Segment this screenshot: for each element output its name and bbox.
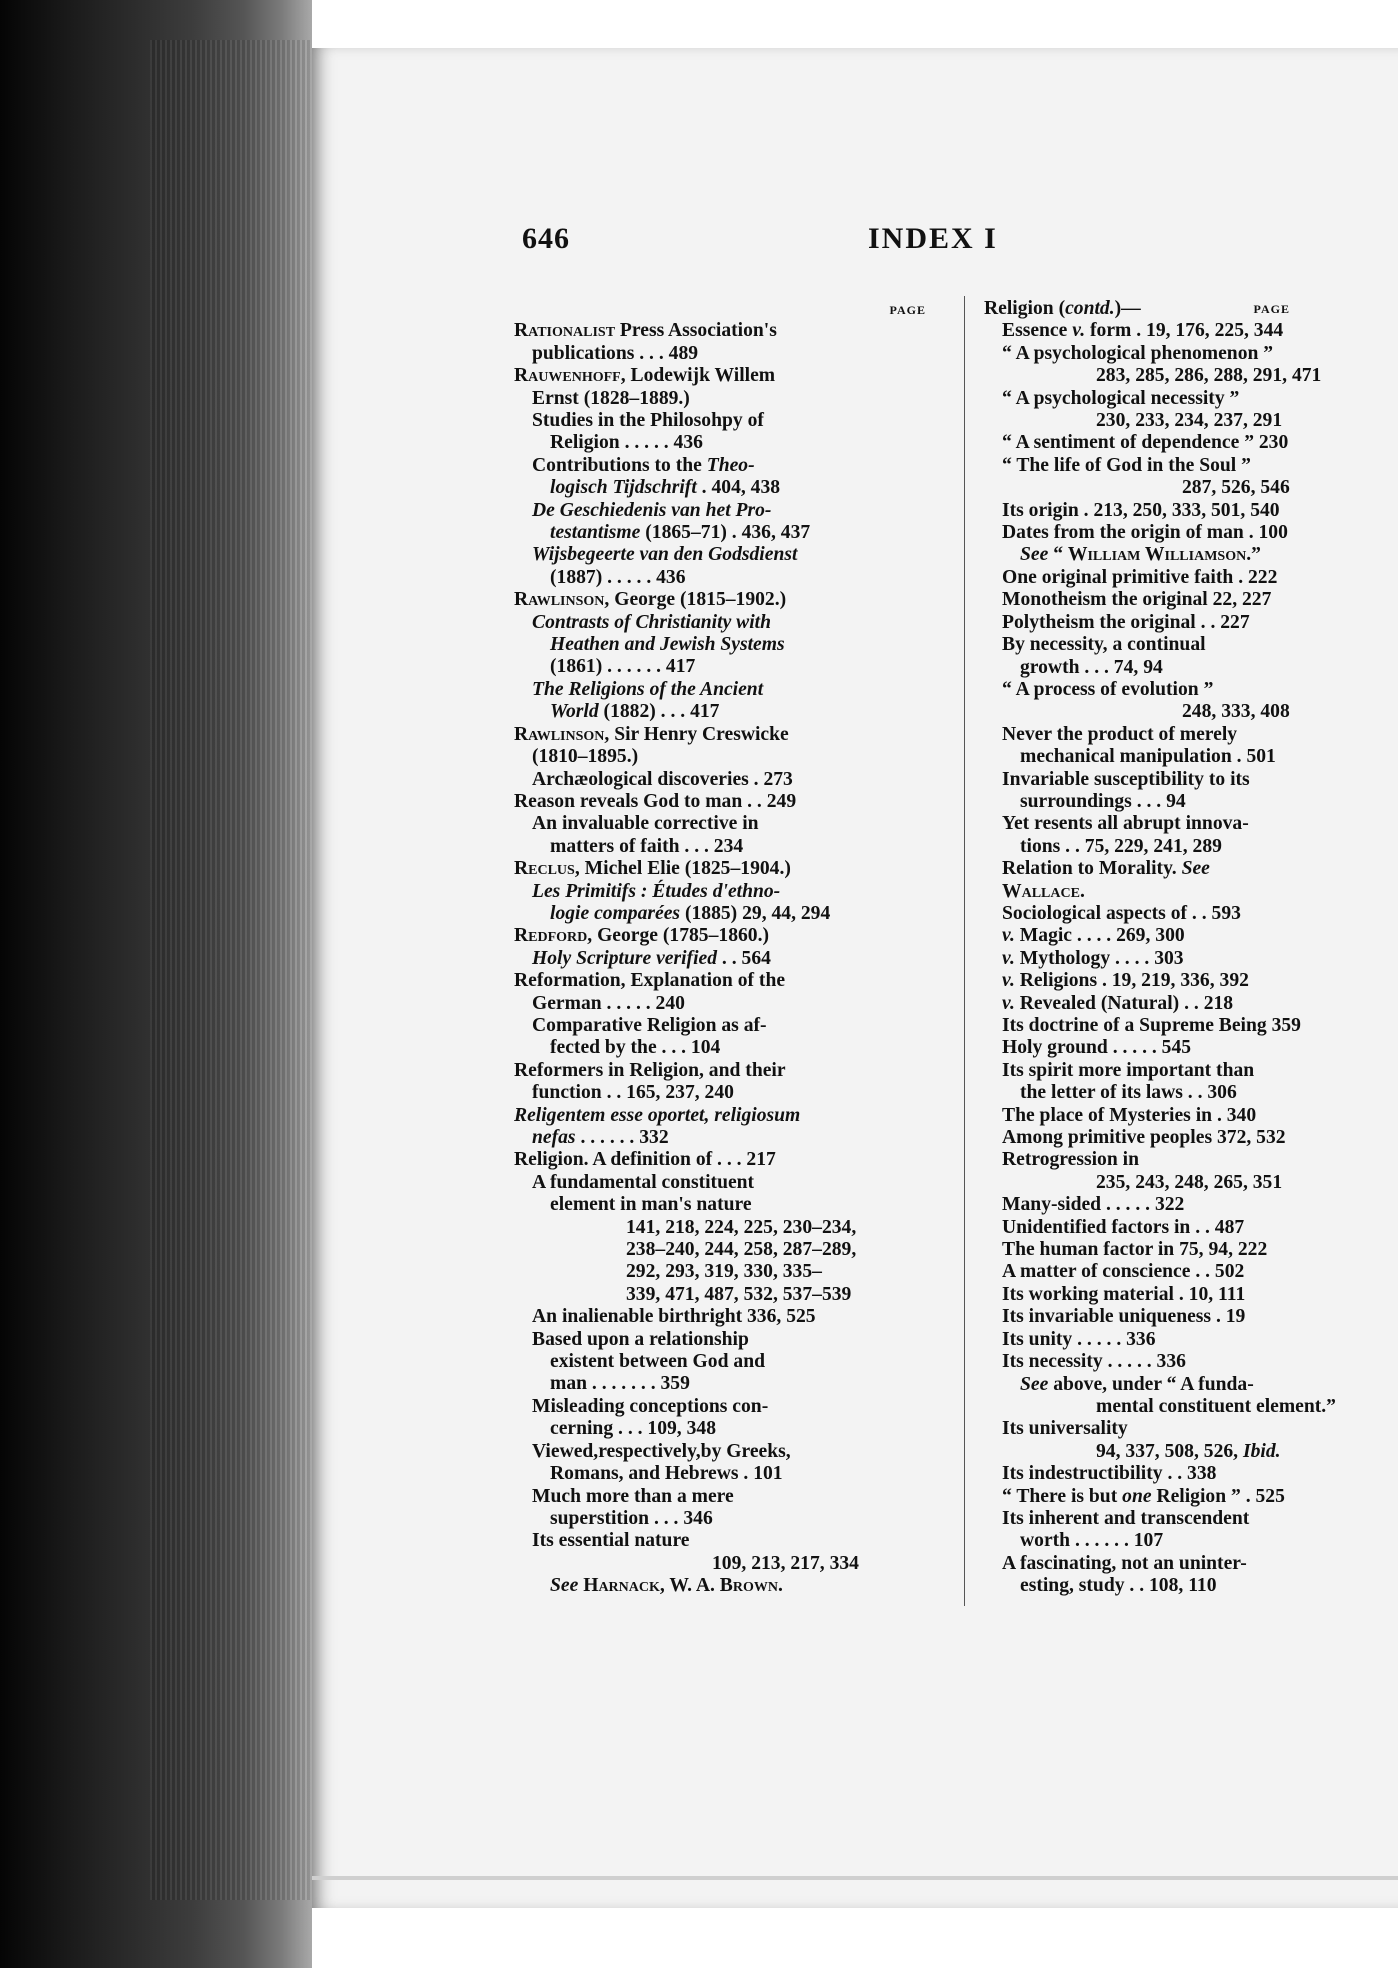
index-line: Polytheism the original . . 227 (1002, 611, 1250, 633)
index-line: (1887) . . . . . 436 (550, 566, 686, 588)
index-line: 283, 285, 286, 288, 291, 471 (1096, 365, 1322, 387)
index-line: By necessity, a continual (1002, 634, 1206, 656)
index-line: 141, 218, 224, 225, 230–234, (626, 1216, 857, 1238)
index-line: Its inherent and transcendent (1002, 1507, 1250, 1529)
index-line: Its indestructibility . . 338 (1002, 1463, 1217, 1485)
index-line: Reformers in Religion, and their (514, 1059, 786, 1081)
index-line: 339, 471, 487, 532, 537–539 (626, 1283, 852, 1305)
index-line: Les Primitifs : Études d'ethno- (532, 880, 781, 902)
index-entries-right (984, 298, 1336, 1598)
index-line: the letter of its laws . . 306 (1020, 1082, 1237, 1104)
index-line: Invariable susceptibility to its (1002, 768, 1250, 790)
index-line: Its origin . 213, 250, 333, 501, 540 (1002, 499, 1280, 521)
index-line: matters of faith . . . 234 (550, 835, 744, 857)
index-line: mental constituent element.” (1096, 1395, 1336, 1417)
index-line: Its spirit more important than (1002, 1059, 1255, 1081)
index-line: (1810–1895.) (532, 746, 639, 768)
index-line: nefas . . . . . . 332 (532, 1127, 669, 1149)
index-line: 235, 243, 248, 265, 351 (1096, 1171, 1283, 1193)
index-line: Essence v. form . 19, 176, 225, 344 (1002, 320, 1284, 342)
index-line: mechanical manipulation . 501 (1020, 746, 1276, 768)
index-line: Never the product of merely (1002, 723, 1238, 745)
index-line: Reformation, Explanation of the (514, 970, 786, 992)
index-line: Holy Scripture verified . . 564 (532, 947, 771, 969)
index-line: logisch Tijdschrift . 404, 438 (550, 477, 781, 499)
index-line: Religion (contd.)— PAGE (984, 298, 1304, 320)
index-line: v. Religions . 19, 219, 336, 392 (1002, 970, 1249, 992)
index-line: “ A psychological necessity ” (1002, 387, 1240, 409)
index-line: See “ William Williamson.” (1020, 544, 1261, 566)
page-bottom-edge (312, 1876, 1398, 1880)
index-line: Religion. A definition of . . . 217 (514, 1149, 776, 1171)
index-line: worth . . . . . . 107 (1020, 1530, 1164, 1552)
index-line: De Geschiedenis van het Pro- (532, 499, 772, 521)
index-line: 248, 333, 408 (1182, 701, 1290, 723)
index-line: A fascinating, not an uninter- (1002, 1552, 1247, 1574)
index-line: Holy ground . . . . . 545 (1002, 1037, 1192, 1059)
index-line: Rawlinson, George (1815–1902.) (514, 589, 787, 611)
index-line: “ A process of evolution ” (1002, 678, 1214, 700)
index-line: Unidentified factors in . . 487 (1002, 1216, 1245, 1238)
index-line: 230, 233, 234, 237, 291 (1096, 410, 1283, 432)
index-line: Reason reveals God to man . . 249 (514, 790, 797, 812)
index-line: “ A psychological phenomenon ” (1002, 342, 1274, 364)
index-line: An inalienable birthright 336, 525 (532, 1306, 816, 1328)
index-line: Relation to Morality. See (1002, 858, 1210, 880)
index-line: fected by the . . . 104 (550, 1037, 721, 1059)
index-line: growth . . . 74, 94 (1020, 656, 1163, 678)
index-line: Retrogression in (1002, 1149, 1139, 1171)
index-line: Among primitive peoples 372, 532 (1002, 1127, 1286, 1149)
index-line: (1861) . . . . . . 417 (550, 656, 696, 678)
page-number: 646 (522, 222, 570, 255)
index-line: Its working material . 10, 111 (1002, 1283, 1246, 1305)
index-line: Its invariable uniqueness . 19 (1002, 1306, 1246, 1328)
column-head-left: PAGE (889, 303, 926, 317)
index-line: Archæological discoveries . 273 (532, 768, 793, 790)
index-line: Viewed,respectively,by Greeks, (532, 1440, 791, 1462)
index-line: v. Mythology . . . . 303 (1002, 947, 1184, 969)
index-line: tions . . 75, 229, 241, 289 (1020, 835, 1222, 857)
index-entries-left (514, 320, 934, 1597)
index-line: See Harnack, W. A. Brown. (550, 1575, 783, 1597)
index-line: Its universality (1002, 1418, 1128, 1440)
index-line: 109, 213, 217, 334 (712, 1552, 859, 1574)
index-line: esting, study . . 108, 110 (1020, 1575, 1217, 1597)
index-line: The Religions of the Ancient (532, 678, 764, 700)
index-column-left (514, 298, 934, 1598)
index-line: existent between God and (550, 1351, 765, 1373)
index-line: One original primitive faith . 222 (1002, 566, 1278, 588)
index-line: A matter of conscience . . 502 (1002, 1261, 1245, 1283)
index-line: Dates from the origin of man . 100 (1002, 522, 1288, 544)
index-line: A fundamental constituent (532, 1171, 755, 1193)
index-line: World (1882) . . . 417 (550, 701, 720, 723)
index-line: Rationalist Press Association's (514, 320, 777, 342)
index-line: An invaluable corrective in (532, 813, 759, 835)
index-line: 287, 526, 546 (1182, 477, 1290, 499)
book-spine-edge (0, 0, 312, 1968)
index-line: Rauwenhoff, Lodewijk Willem (514, 365, 776, 387)
index-line: 238–240, 244, 258, 287–289, (626, 1239, 857, 1261)
index-line: Wallace. (1002, 880, 1085, 902)
index-line: Wijsbegeerte van den Godsdienst (532, 544, 798, 566)
index-line: German . . . . . 240 (532, 992, 685, 1014)
column-divider (964, 296, 965, 1606)
index-line: Contributions to the Theo- (532, 454, 755, 476)
index-line: Many-sided . . . . . 322 (1002, 1194, 1185, 1216)
index-line: element in man's nature (550, 1194, 752, 1216)
index-line: superstition . . . 346 (550, 1507, 713, 1529)
index-line: publications . . . 489 (532, 342, 699, 364)
index-line: Studies in the Philosohpy of (532, 410, 764, 432)
index-line: Monotheism the original 22, 227 (1002, 589, 1272, 611)
index-line: The place of Mysteries in . 340 (1002, 1104, 1257, 1126)
index-line: Its necessity . . . . . 336 (1002, 1351, 1186, 1373)
index-line: Heathen and Jewish Systems (550, 634, 785, 656)
column-head-right: PAGE (1253, 302, 1290, 316)
index-line: “ The life of God in the Soul ” (1002, 454, 1251, 476)
index-line: 292, 293, 319, 330, 335– (626, 1261, 822, 1283)
index-line: 94, 337, 508, 526, Ibid. (1096, 1440, 1281, 1462)
index-line: Yet resents all abrupt innova- (1002, 813, 1249, 835)
index-line: See above, under “ A funda- (1020, 1373, 1254, 1395)
index-line: The human factor in 75, 94, 222 (1002, 1239, 1268, 1261)
index-line: Reclus, Michel Elie (1825–1904.) (514, 858, 791, 880)
index-line: Based upon a relationship (532, 1328, 749, 1350)
index-line: Romans, and Hebrews . 101 (550, 1463, 783, 1485)
index-line: Redford, George (1785–1860.) (514, 925, 770, 947)
index-line: v. Revealed (Natural) . . 218 (1002, 992, 1234, 1014)
index-line: “ There is but one Religion ” . 525 (1002, 1485, 1285, 1507)
index-line: Religion . . . . . 436 (550, 432, 703, 454)
index-line: Its doctrine of a Supreme Being 359 (1002, 1015, 1301, 1036)
index-line: logie comparées (1885) 29, 44, 294 (550, 902, 831, 924)
index-line: man . . . . . . . 359 (550, 1373, 690, 1395)
index-line: Sociological aspects of . . 593 (1002, 902, 1241, 924)
index-line: Contrasts of Christianity with (532, 611, 772, 633)
index-line: Its unity . . . . . 336 (1002, 1328, 1156, 1350)
index-line: function . . 165, 237, 240 (532, 1082, 734, 1104)
index-column-right (984, 298, 1336, 1598)
index-line: Rawlinson, Sir Henry Creswicke (514, 723, 789, 745)
index-line: “ A sentiment of dependence ” 230 (1002, 432, 1289, 454)
index-line: Its essential nature (532, 1530, 690, 1552)
running-head: INDEX I (868, 222, 998, 255)
index-line: Misleading conceptions con- (532, 1395, 769, 1417)
index-line: v. Magic . . . . 269, 300 (1002, 925, 1185, 947)
page-edges (150, 40, 310, 1900)
index-line: Much more than a mere (532, 1485, 734, 1507)
index-line: surroundings . . . 94 (1020, 790, 1186, 812)
index-line: cerning . . . 109, 348 (550, 1418, 716, 1440)
index-line: testantisme (1865–71) . 436, 437 (550, 522, 811, 544)
index-line: Ernst (1828–1889.) (532, 387, 690, 409)
index-line: Religentem esse oportet, religiosum (514, 1104, 801, 1126)
index-line: Comparative Religion as af- (532, 1014, 767, 1036)
